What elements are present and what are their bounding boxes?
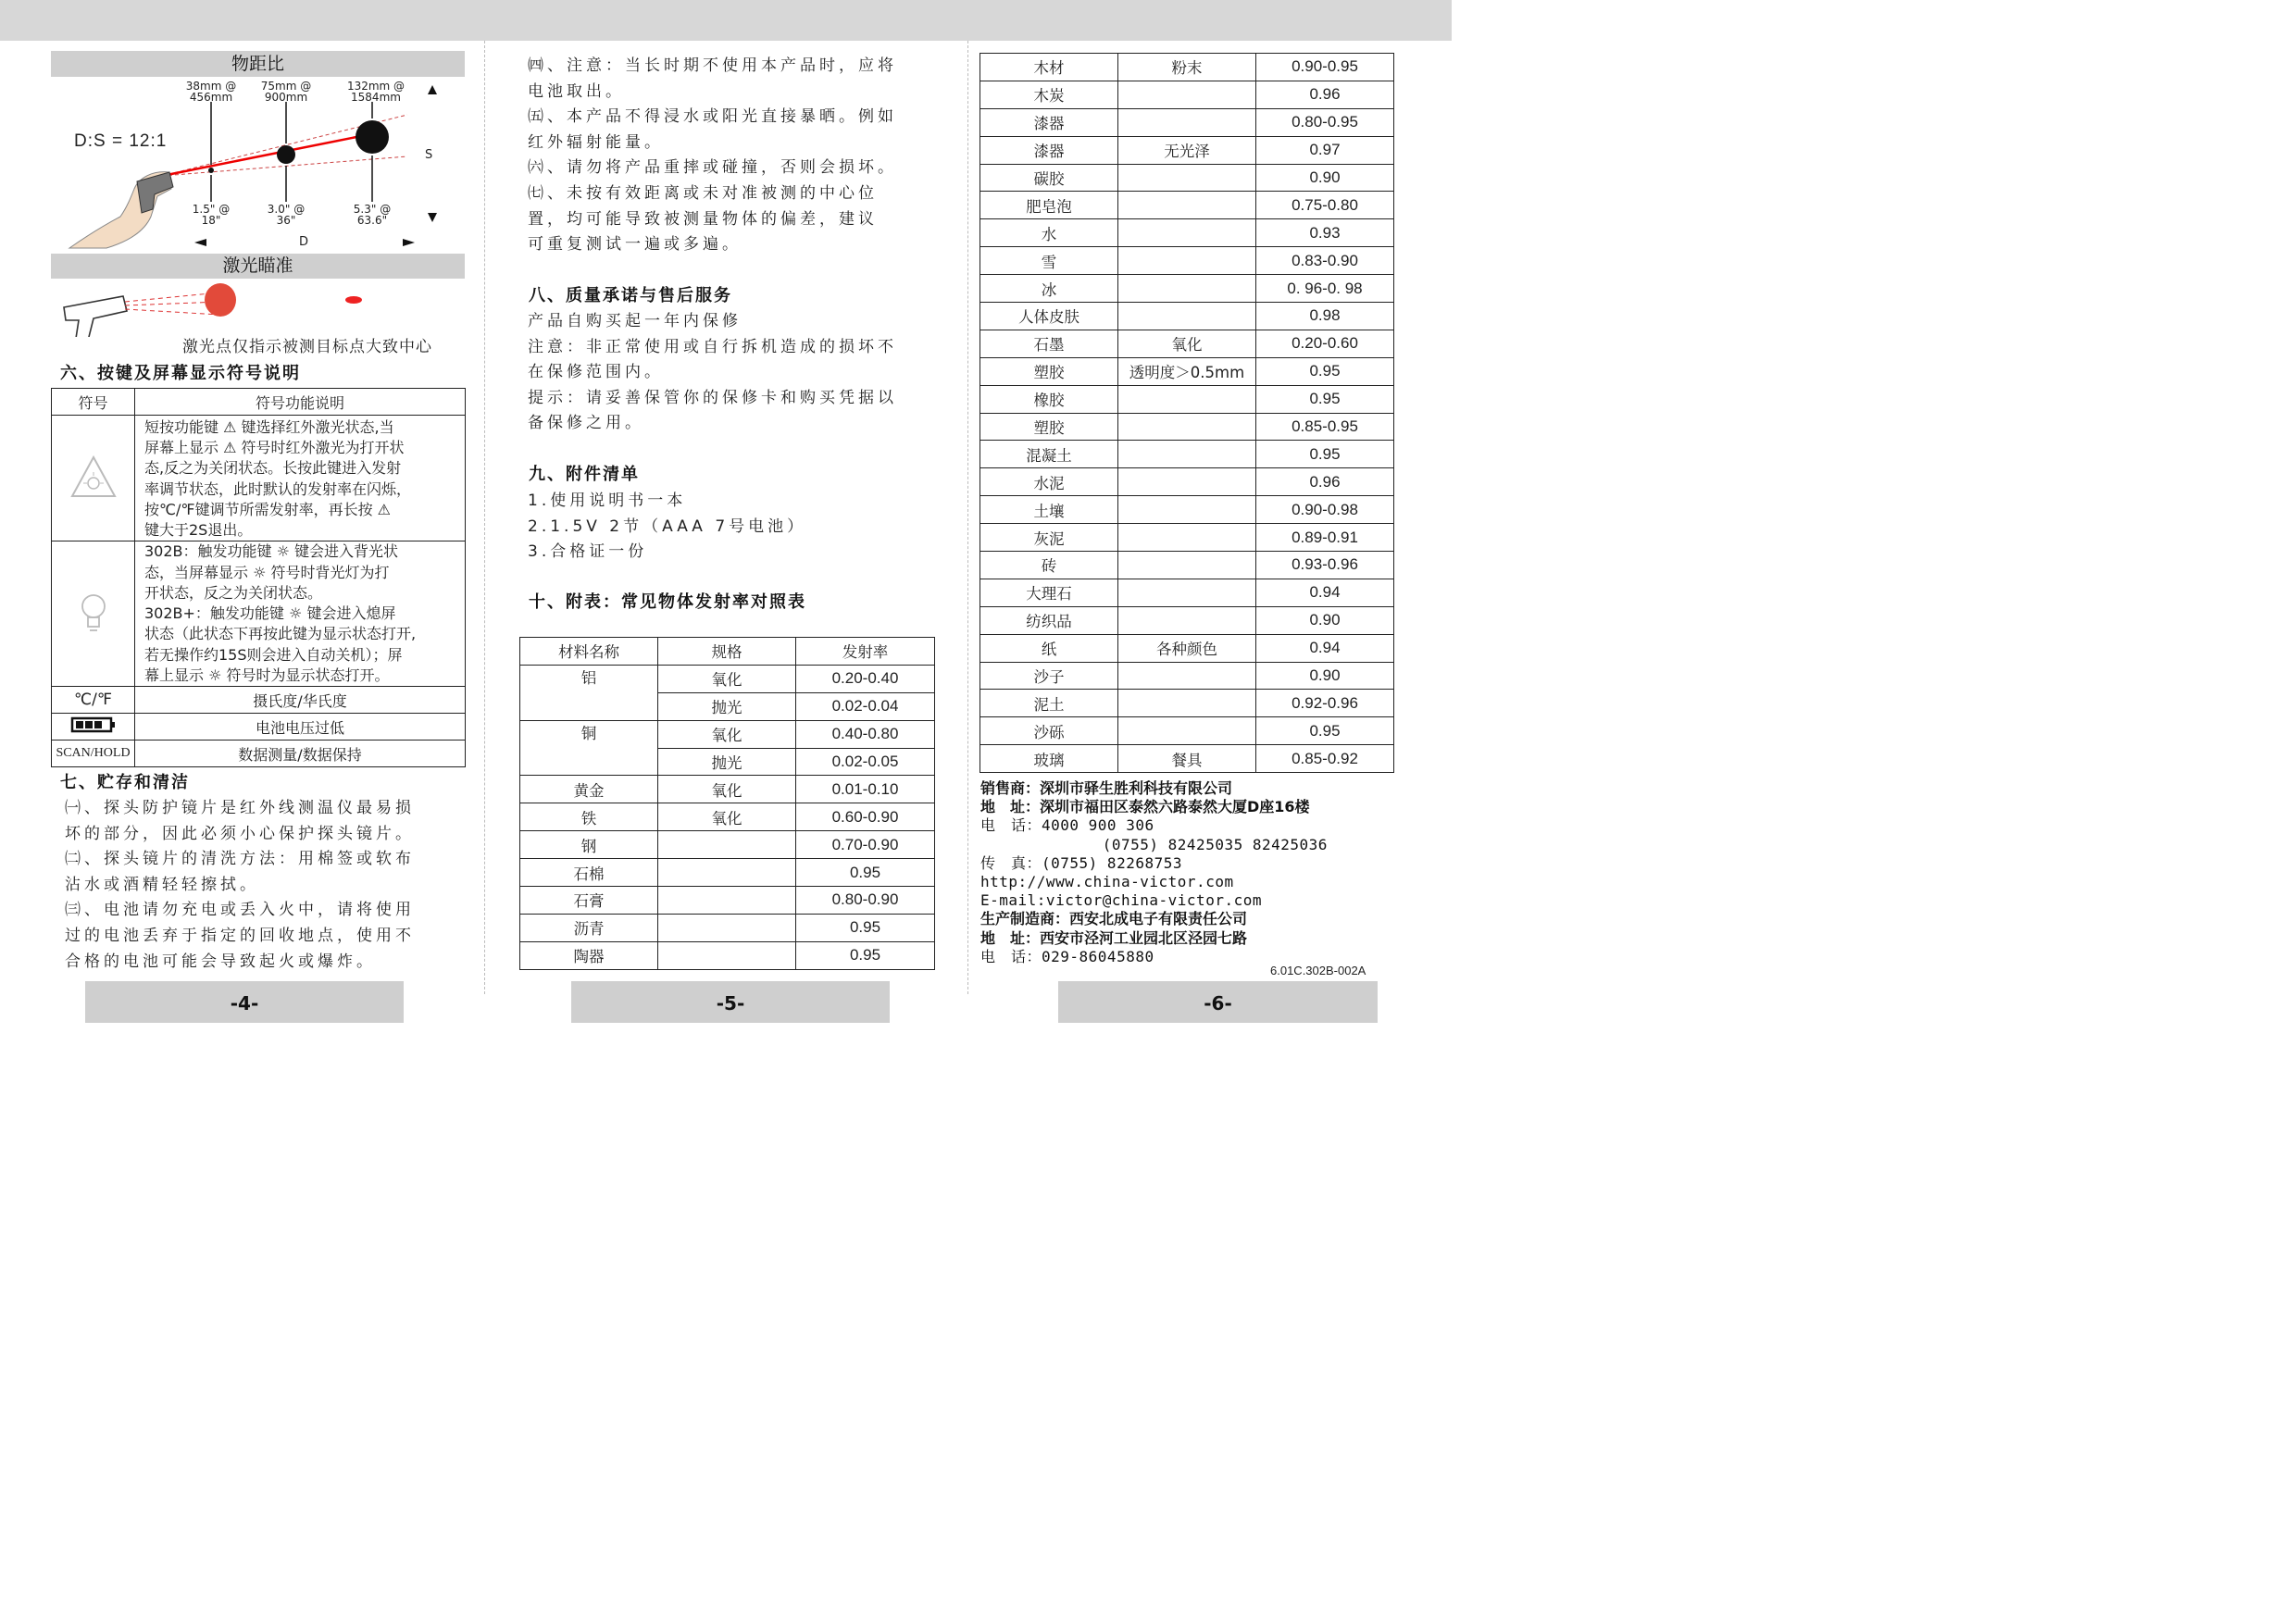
text-line: 沾水或酒精轻轻擦拭。: [65, 875, 259, 894]
material-cell: 灰泥: [980, 524, 1118, 552]
material-cell: 混凝土: [980, 441, 1118, 468]
text-line: 3.合格证一份: [528, 542, 648, 562]
text-line: ㈢、电池请勿充电或丢入火中，请将使用: [65, 901, 415, 920]
legend-symbol-cell: SCAN/HOLD: [52, 741, 135, 767]
legend-header-desc: 符号功能说明: [135, 389, 466, 416]
laser-warning-icon: [70, 455, 117, 498]
section-9-title: 九、附件清单: [529, 465, 640, 484]
emissivity-row: [980, 606, 1394, 634]
material-cell: 砖: [980, 552, 1118, 579]
legend-symbol-cell: [52, 714, 135, 741]
warranty-text: [528, 309, 940, 437]
text-line: 红外辐射能量。: [528, 132, 664, 152]
symbol-legend-table: [51, 388, 466, 767]
legend-desc-cell: 摄氏度/华氏度: [135, 687, 466, 714]
legend-desc-cell: 数据测量/数据保持: [135, 741, 466, 767]
text-line: ㈣、注意：当长时期不使用本产品时，应将: [528, 56, 897, 75]
material-cell: 黄金: [520, 776, 658, 803]
emissivity-cell: 0.94: [1256, 579, 1394, 606]
legend-row: [52, 714, 466, 741]
emissivity-cell: 0.02-0.04: [796, 692, 935, 720]
emissivity-table-2: [980, 53, 1394, 773]
material-cell: 沙砾: [980, 717, 1118, 745]
material-cell: 橡胶: [980, 385, 1118, 413]
d-axis-left-arrow: [194, 239, 206, 246]
laser-caption: 激光点仅指示被测目标点大致中心: [182, 338, 432, 356]
emissivity-row: [980, 192, 1394, 219]
spec-cell: [1118, 496, 1256, 524]
emissivity-row: [980, 468, 1394, 496]
legend-line: 302B：触发功能键 ☼ 键会进入背光状: [144, 542, 399, 561]
spec-cell: [658, 831, 796, 859]
spec-cell: [1118, 579, 1256, 606]
material-cell: 陶器: [520, 941, 658, 969]
legend-symbol-cell: [52, 541, 135, 687]
laser-aim-figure: [51, 280, 465, 357]
page-number-5: -5-: [571, 981, 890, 1023]
contact-line: 地 址：西安市泾河工业园北区泾园七路: [980, 928, 1248, 947]
material-cell: 大理石: [980, 579, 1118, 606]
legend-row: [52, 416, 466, 541]
emissivity-row: [980, 81, 1394, 108]
emissivity-row: [980, 441, 1394, 468]
emissivity-row: [980, 690, 1394, 717]
legend-row: [52, 541, 466, 687]
spec-cell: 氧化: [1118, 330, 1256, 357]
d-axis-label: D: [299, 235, 309, 249]
emissivity-cell: 0.02-0.05: [796, 748, 935, 776]
text-line: ㈡、探头镜片的清洗方法：用棉签或软布: [65, 850, 415, 869]
ds-ratio-label: D:S = 12:1: [74, 131, 168, 151]
emissivity-row: [520, 887, 935, 915]
section-10-title: 十、附表：常见物体发射率对照表: [529, 592, 806, 612]
spec-cell: [1118, 690, 1256, 717]
material-cell: 木炭: [980, 81, 1118, 108]
emissivity-cell: 0.95: [796, 859, 935, 887]
legend-header-symbol: 符号: [52, 389, 135, 416]
section-9-heading: [519, 462, 834, 488]
emissivity-row: [980, 247, 1394, 275]
emissivity-cell: 0.83-0.90: [1256, 247, 1394, 275]
material-cell: 漆器: [980, 108, 1118, 136]
legend-line: 键大于2S退出。: [144, 521, 253, 540]
emissivity-row: [980, 330, 1394, 357]
section-8-heading: [519, 283, 834, 309]
spec-cell: 无光泽: [1118, 136, 1256, 164]
emissivity-row: [980, 717, 1394, 745]
material-cell: 铁: [520, 803, 658, 831]
emissivity-cell: 0.96: [1256, 81, 1394, 108]
text-line: ㈠、探头防护镜片是红外线测温仪最易损: [65, 799, 415, 817]
spec-cell: [1118, 108, 1256, 136]
emissivity-row: [980, 357, 1394, 385]
emissivity-row: [520, 831, 935, 859]
material-cell: 泥土: [980, 690, 1118, 717]
text-line: 提示：请妥善保管你的保修卡和购买凭据以: [528, 388, 897, 407]
header-spec: 规格: [658, 638, 796, 666]
emissivity-row: [520, 803, 935, 831]
legend-line: 态,反之为关闭状态。长按此键进入发射: [144, 459, 402, 478]
backlight-bulb-icon: [78, 590, 109, 634]
emissivity-row: [980, 136, 1394, 164]
s-axis-down-arrow: [428, 213, 437, 222]
emissivity-row: [520, 914, 935, 941]
emissivity-row: [980, 662, 1394, 690]
section-8-title: 八、质量承诺与售后服务: [529, 286, 732, 305]
material-cell: 塑胶: [980, 357, 1118, 385]
material-cell: 漆器: [980, 136, 1118, 164]
emissivity-row: [980, 275, 1394, 303]
legend-line: 302B+：触发功能键 ☼ 键会进入熄屏: [144, 604, 396, 623]
laser-aim-diagram: [51, 280, 465, 337]
legend-symbol-cell: ℃/℉: [52, 687, 135, 714]
emissivity-cell: 0.90-0.98: [1256, 496, 1394, 524]
s-axis-up-arrow: [428, 85, 437, 94]
emissivity-cell: 0.95: [1256, 441, 1394, 468]
emissivity-row: [980, 524, 1394, 552]
legend-line: 短按功能键 ⚠ 键选择红外激光状态,当: [144, 418, 394, 436]
spec-cell: 抛光: [658, 692, 796, 720]
accessories-text: [528, 489, 940, 566]
contact-line: 电 话：029-86045880: [980, 947, 1154, 965]
legend-line: 开状态，反之为关闭状态。: [144, 583, 323, 602]
contact-line: 地 址：深圳市福田区泰然六路泰然大厦D座16楼: [980, 798, 1310, 816]
spec-cell: 粉末: [1118, 54, 1256, 81]
notes-text: [528, 54, 940, 258]
spec-cell: 氧化: [658, 803, 796, 831]
material-cell: 冰: [980, 275, 1118, 303]
top-banner: [0, 0, 1452, 41]
spec-cell: [1118, 524, 1256, 552]
emissivity-row: [520, 720, 935, 748]
storage-cleaning-text: [65, 796, 472, 975]
material-cell: 石膏: [520, 887, 658, 915]
text-line: 在保修范围内。: [528, 363, 664, 382]
s-axis-label: S: [425, 148, 433, 162]
legend-desc-cell: 电池电压过低: [135, 714, 466, 741]
emissivity-cell: 0.89-0.91: [1256, 524, 1394, 552]
legend-line: 率调节状态，此时默认的发射率在闪烁，: [144, 479, 412, 498]
text-line: 置，均可能导致被测量物体的偏差，建议: [528, 209, 878, 229]
header-emissivity: 发射率: [796, 638, 935, 666]
spec-cell: [1118, 219, 1256, 247]
section-10-heading: [519, 590, 927, 616]
emissivity-cell: 0.60-0.90: [796, 803, 935, 831]
spec-cell: [1118, 468, 1256, 496]
laser-dot: [345, 296, 362, 304]
contact-line: (0755) 82425035 82425036: [980, 835, 1328, 853]
text-line: 备保修之用。: [528, 414, 644, 433]
emissivity-cell: 0.95: [796, 941, 935, 969]
emissivity-row: [520, 776, 935, 803]
emissivity-cell: 0.94: [1256, 634, 1394, 662]
emissivity-cell: 0.96: [1256, 468, 1394, 496]
legend-line: 幕上显示 ☼ 符号时为显示状态打开。: [144, 666, 390, 684]
emissivity-row: [980, 108, 1394, 136]
page-number-6: -6-: [1058, 981, 1378, 1023]
header-material: 材料名称: [520, 638, 658, 666]
emissivity-cell: 0.98: [1256, 303, 1394, 330]
text-line: ㈥、请勿将产品重摔或碰撞，否则会损坏。: [528, 158, 897, 178]
spot-top-label-2: 75mm @ 900mm: [260, 80, 312, 104]
spec-cell: [1118, 717, 1256, 745]
emissivity-cell: 0.75-0.80: [1256, 192, 1394, 219]
spot-1: [208, 168, 214, 173]
text-line: 坏的部分，因此必须小心保护探头镜片。: [65, 824, 415, 843]
text-line: 2.1.5V 2节（AAA 7号电池）: [528, 517, 807, 536]
emissivity-row: [520, 859, 935, 887]
spec-cell: [1118, 552, 1256, 579]
emissivity-cell: 0.90: [1256, 164, 1394, 192]
spec-cell: [1118, 662, 1256, 690]
spec-cell: [1118, 192, 1256, 219]
emissivity-cell: 0.90: [1256, 606, 1394, 634]
email-link[interactable]: E-mail:victor@china-victor.com: [980, 891, 1262, 910]
spec-cell: 抛光: [658, 748, 796, 776]
legend-line: 按℃/℉键调节所需发射率，再长按 ⚠: [144, 500, 392, 518]
website-link[interactable]: http://www.china-victor.com: [980, 873, 1234, 891]
legend-desc-cell: [135, 541, 466, 687]
emissivity-cell: 0.80-0.95: [1256, 108, 1394, 136]
emissivity-cell: 0.85-0.92: [1256, 745, 1394, 773]
section-7-heading: [51, 770, 465, 795]
battery-icon: [70, 716, 117, 734]
legend-line: 屏幕上显示 ⚠ 符号时红外激光为打开状: [144, 439, 405, 457]
emissivity-row: [980, 745, 1394, 773]
spec-cell: [658, 914, 796, 941]
spec-cell: [1118, 81, 1256, 108]
material-cell: 铜: [520, 720, 658, 776]
text-line: 过的电池丢弃于指定的回收地点，使用不: [65, 926, 415, 945]
spec-cell: [658, 859, 796, 887]
emissivity-row: [980, 303, 1394, 330]
emissivity-cell: 0.95: [1256, 717, 1394, 745]
spec-cell: [1118, 164, 1256, 192]
spec-cell: 氧化: [658, 776, 796, 803]
text-line: ㈦、未按有效距离或未对准被测的中心位: [528, 183, 878, 203]
spot-bottom-label-1: 1.5" @ 18": [192, 203, 231, 227]
spec-cell: [1118, 606, 1256, 634]
emissivity-row: [980, 385, 1394, 413]
emissivity-row: [980, 164, 1394, 192]
legend-row: [52, 741, 466, 767]
spec-cell: [658, 887, 796, 915]
text-line: 注意：非正常使用或自行拆机造成的损坏不: [528, 337, 897, 356]
emissivity-cell: 0.95: [1256, 357, 1394, 385]
material-cell: 塑胶: [980, 413, 1118, 441]
ds-ratio-heading: 物距比: [51, 51, 465, 77]
laser-beam-line: [125, 309, 220, 315]
material-cell: 雪: [980, 247, 1118, 275]
spot-2: [277, 145, 295, 164]
page-divider: [967, 41, 968, 994]
emissivity-cell: 0.20-0.60: [1256, 330, 1394, 357]
contact-line: 销售商：深圳市驿生胜利科技有限公司: [980, 779, 1233, 797]
page-divider: [484, 41, 485, 994]
material-cell: 石墨: [980, 330, 1118, 357]
emissivity-row: [980, 552, 1394, 579]
emissivity-cell: 0.80-0.90: [796, 887, 935, 915]
emissivity-cell: 0.70-0.90: [796, 831, 935, 859]
spot-bottom-label-3: 5.3" @ 63.6": [353, 203, 392, 227]
emissivity-cell: 0.90-0.95: [1256, 54, 1394, 81]
emissivity-cell: 0.93: [1256, 219, 1394, 247]
contact-line: 电 话：4000 900 306: [980, 816, 1154, 835]
emissivity-row: [980, 634, 1394, 662]
spec-cell: 氧化: [658, 720, 796, 748]
legend-header-row: [52, 389, 466, 416]
emissivity-cell: 0.40-0.80: [796, 720, 935, 748]
material-cell: 石棉: [520, 859, 658, 887]
spec-cell: [1118, 441, 1256, 468]
text-line: 电池取出。: [528, 81, 625, 101]
emissivity-cell: 0.85-0.95: [1256, 413, 1394, 441]
legend-line: 态，当屏幕显示 ☼ 符号时背光灯为打: [144, 563, 390, 581]
spec-cell: 透明度＞0.5mm: [1118, 357, 1256, 385]
emissivity-table-1: [519, 637, 935, 970]
emissivity-cell: 0.92-0.96: [1256, 690, 1394, 717]
text-line: 1.使用说明书一本: [528, 492, 687, 510]
material-cell: 水泥: [980, 468, 1118, 496]
material-cell: 碳胶: [980, 164, 1118, 192]
legend-line: 若无操作约15S则会进入自动关机）；屏: [144, 645, 403, 664]
contact-line: 传 真：(0755) 82268753: [980, 853, 1182, 872]
emissivity-row: [980, 219, 1394, 247]
legend-line: 状态（此状态下再按此键为显示状态打开,: [144, 625, 417, 643]
material-cell: 沙子: [980, 662, 1118, 690]
text-line: 可重复测试一遍或多遍。: [528, 235, 742, 255]
legend-desc-cell: [135, 416, 466, 541]
emissivity-row: [980, 579, 1394, 606]
laser-aim-heading: 激光瞄准: [51, 254, 465, 279]
spot-top-label-3: 132mm @ 1584mm: [346, 80, 406, 104]
emissivity-cell: 0.90: [1256, 662, 1394, 690]
spot-3: [356, 120, 389, 154]
emissivity-cell: 0.95: [796, 914, 935, 941]
emissivity-cell: 0.93-0.96: [1256, 552, 1394, 579]
thermometer-gun-outline-icon: [64, 296, 127, 337]
section-6-title: 六、按键及屏幕显示符号说明: [60, 364, 301, 383]
spec-cell: [1118, 247, 1256, 275]
section-7-title: 七、贮存和清洁: [60, 773, 190, 792]
laser-line: [162, 133, 375, 176]
section-6-heading: [51, 361, 465, 386]
emissivity-cell: 0. 96-0. 98: [1256, 275, 1394, 303]
spot-top-label-1: 38mm @ 456mm: [185, 80, 237, 104]
d-axis-right-arrow: [403, 239, 415, 246]
target-spot: [205, 283, 236, 317]
page-number-4: -4-: [85, 981, 404, 1023]
material-cell: 木材: [980, 54, 1118, 81]
spec-cell: 氧化: [658, 665, 796, 692]
material-cell: 肥皂泡: [980, 192, 1118, 219]
contact-info: [980, 779, 1328, 966]
spec-cell: [1118, 385, 1256, 413]
emissivity-row: [520, 665, 935, 692]
spec-cell: 各种颜色: [1118, 634, 1256, 662]
material-cell: 铝: [520, 665, 658, 720]
emissivity-cell: 0.01-0.10: [796, 776, 935, 803]
spot-bottom-label-2: 3.0" @ 36": [267, 203, 306, 227]
spec-cell: [1118, 275, 1256, 303]
emissivity-row: [980, 413, 1394, 441]
emissivity-row: [520, 941, 935, 969]
spec-cell: [658, 941, 796, 969]
material-cell: 沥青: [520, 914, 658, 941]
material-cell: 人体皮肤: [980, 303, 1118, 330]
spec-cell: [1118, 303, 1256, 330]
text-line: 合格的电池可能会导致起火或爆炸。: [65, 952, 376, 971]
legend-symbol-cell: [52, 416, 135, 541]
material-cell: 纺织品: [980, 606, 1118, 634]
contact-line: 生产制造商：西安北成电子有限责任公司: [980, 910, 1248, 928]
spec-cell: 餐具: [1118, 745, 1256, 773]
spec-cell: [1118, 413, 1256, 441]
text-line: ㈤、本产品不得浸水或阳光直接暴晒。例如: [528, 107, 897, 127]
document-number: 6.01C.302B-002A: [1270, 964, 1366, 977]
emissivity-row: [980, 496, 1394, 524]
ds-ratio-diagram: [51, 78, 465, 252]
emissivity-header-row: [520, 638, 935, 666]
emissivity-row: [980, 54, 1394, 81]
material-cell: 玻璃: [980, 745, 1118, 773]
emissivity-cell: 0.20-0.40: [796, 665, 935, 692]
material-cell: 水: [980, 219, 1118, 247]
emissivity-cell: 0.95: [1256, 385, 1394, 413]
material-cell: 纸: [980, 634, 1118, 662]
material-cell: 钢: [520, 831, 658, 859]
text-line: 产品自购买起一年内保修: [528, 312, 742, 330]
emissivity-cell: 0.97: [1256, 136, 1394, 164]
material-cell: 土壤: [980, 496, 1118, 524]
legend-row: [52, 687, 466, 714]
